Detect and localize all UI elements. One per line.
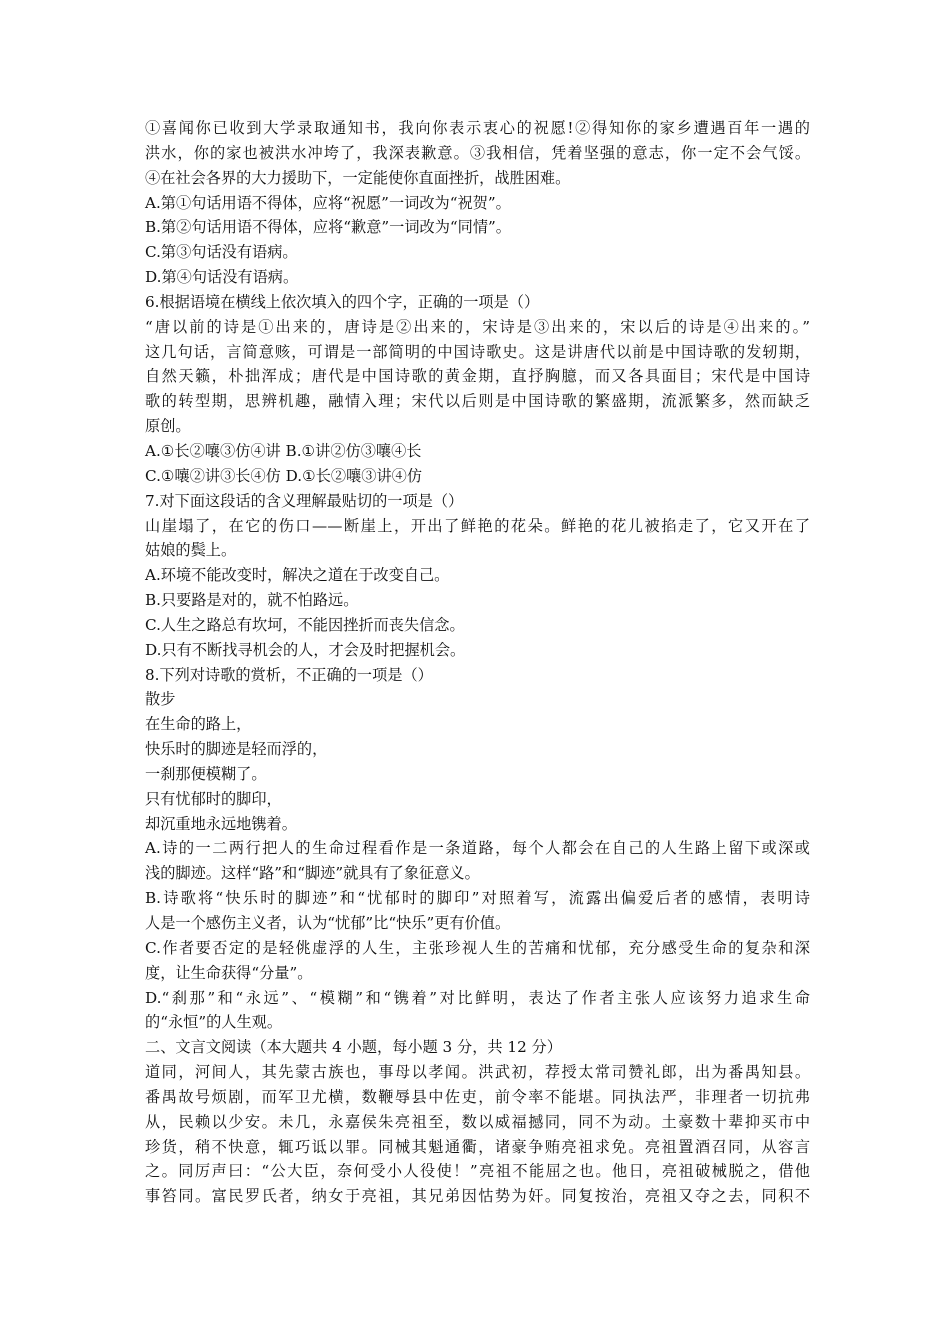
question-heading: 8.下列对诗歌的赏析，不正确的一项是（） — [145, 665, 433, 684]
poem-title: 散步 — [145, 690, 176, 709]
option-line: B.诗歌将“快乐时的脚迹”和“忧郁时的脚印”对照着写，流露出偏爱后者的感情，表明诗 — [145, 889, 810, 908]
text-line: D.第④句话没有语病。 — [145, 268, 299, 287]
section-heading: 二、文言文阅读（本大题共 4 小题，每小题 3 分，共 12 分） — [145, 1038, 562, 1057]
text-line: 珍货，稍不快意，辄巧诋以罪。同械其魁通衢，诸豪争贿亮祖求免。亮祖置酒召同，从容言 — [145, 1137, 810, 1156]
poem-line: 在生命的路上， — [145, 715, 252, 734]
text-line: 事笞同。富民罗氏者，纳女于亮祖，其兄弟因怙势为奸。同复按治，亮祖又夺之去，同积不 — [145, 1187, 810, 1206]
poem-line: 却沉重地永远地镌着。 — [145, 814, 297, 833]
text-line: 人是一个感伤主义者，认为“忧郁”比“快乐”更有价值。 — [145, 914, 511, 932]
text-line: 度，让生命获得“分量”。 — [145, 963, 313, 982]
text-line: 从，民赖以少安。未几，永嘉侯朱亮祖至，数以威福撼同，同不为动。土豪数十辈抑买市中 — [145, 1112, 810, 1131]
option-line: B.只要路是对的，就不怕路远。 — [145, 591, 359, 610]
text-line: 这几句话，言简意赅，可谓是一部简明的中国诗歌史。这是讲唐代以前是中国诗歌的发轫期， — [145, 342, 810, 361]
option-line: A.环境不能改变时，解决之道在于改变自己。 — [145, 566, 450, 585]
question-heading: 7.对下面这段话的含义理解最贴切的一项是（） — [145, 491, 464, 510]
text-line: C.第③句话没有语病。 — [145, 243, 298, 262]
poem-line: 快乐时的脚迹是轻而浮的， — [145, 740, 328, 759]
text-line: 自然天籁，朴拙浑成；唐代是中国诗歌的黄金期，直抒胸臆，而又各具面目；宋代是中国诗 — [145, 367, 810, 386]
document-page — [145, 116, 810, 1209]
option-line: C.①嚷②讲③长④仿 D.①长②嚷③讲④仿 — [145, 466, 423, 485]
option-line: C.人生之路总有坎坷，不能因挫折而丧失信念。 — [145, 615, 465, 634]
text-line: 歌的转型期，思辨机趣，融情入理；宋代以后则是中国诗歌的繁盛期，流派繁多，然而缺乏 — [145, 392, 810, 411]
text-line: 浅的脚迹。这样“路”和“脚迹”就具有了象征意义。 — [145, 864, 480, 883]
text-line: 山崖塌了，在它的伤口——断崖上，开出了鲜艳的花朵。鲜艳的花儿被掐走了，它又开在了 — [145, 516, 810, 535]
option-line: A.诗的一二两行把人的生命过程看作是一条道路，每个人都会在自己的人生路上留下或深或 — [145, 839, 810, 858]
text-line: B.第②句话用语不得体，应将“歉意”一词改为“同情”。 — [145, 218, 511, 237]
text-line: ④在社会各界的大力援助下，一定能使你直面挫折，战胜困难。 — [145, 168, 571, 187]
option-line: D.“刹那”和“永远”、“模糊”和“镌着”对比鲜明，表达了作者主张人应该努力追求生命 — [145, 988, 810, 1007]
text-line: 的“永恒”的人生观。 — [145, 1013, 283, 1032]
option-line: D.只有不断找寻机会的人，才会及时把握机会。 — [145, 640, 466, 659]
text-line: “唐以前的诗是①出来的，唐诗是②出来的，宋诗是③出来的，宋以后的诗是④出来的。” — [145, 317, 810, 336]
option-line: C.作者要否定的是轻佻虚浮的人生，主张珍视人生的苦痛和忧郁，充分感受生命的复杂和深 — [145, 938, 810, 957]
poem-line: 只有忧郁时的脚印， — [145, 789, 282, 808]
text-line: 姑娘的鬓上。 — [145, 541, 237, 560]
text-line: 原创。 — [145, 417, 191, 436]
text-line: 之。同厉声曰：“公大臣，奈何受小人役使！”亮祖不能屈之也。他日，亮祖破械脱之，借他 — [145, 1162, 810, 1181]
option-line: A.①长②嚷③仿④讲 B.①讲②仿③嚷④长 — [145, 441, 422, 460]
text-line: 洪水，你的家也被洪水冲垮了，我深表歉意。③我相信，凭着坚强的意志，你一定不会气馁。 — [145, 143, 810, 162]
text-line: 道同，河间人，其先蒙古族也，事母以孝闻。洪武初，荐授太常司赞礼郎，出为番禺知县。 — [145, 1063, 810, 1082]
text-line: A.第①句话用语不得体，应将“祝愿”一词改为“祝贺”。 — [145, 193, 511, 212]
question-heading: 6.根据语境在横线上依次填入的四个字，正确的一项是（） — [145, 292, 540, 311]
text-line: ①喜闻你已收到大学录取通知书，我向你表示衷心的祝愿!②得知你的家乡遭遇百年一遇的 — [145, 119, 810, 137]
text-line: 番禺故号烦剧，而军卫尤横，数鞭辱县中佐吏，前令率不能堪。同执法严，非理者一切抗弗 — [145, 1087, 810, 1106]
poem-line: 一刹那便模糊了。 — [145, 764, 267, 783]
